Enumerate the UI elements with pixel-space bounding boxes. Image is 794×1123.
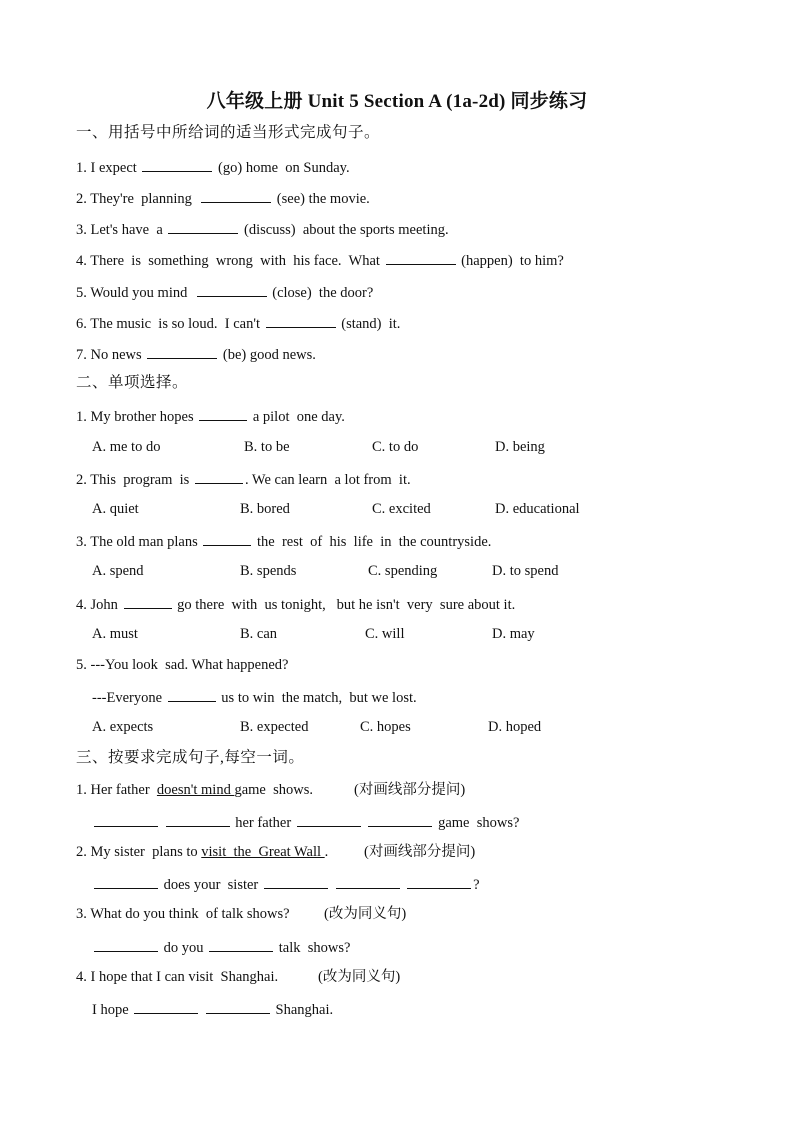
answer-blank[interactable] xyxy=(201,188,271,203)
fill-item-3: 3. Let's have a (discuss) about the sports meeting. xyxy=(76,219,449,239)
page-title: 八年级上册 Unit 5 Section A (1a-2d) 同步练习 xyxy=(206,91,588,112)
choice-question-1: 1. My brother hopes a pilot one day. xyxy=(76,406,345,426)
option-d[interactable]: D. being xyxy=(495,439,545,455)
instruction-note: (对画线部分提问) xyxy=(354,782,466,798)
option-a[interactable]: A. me to do xyxy=(92,439,161,455)
answer-blank[interactable] xyxy=(168,687,216,702)
rewrite-answer-3: do you talk shows? xyxy=(92,937,350,957)
option-d[interactable]: D. to spend xyxy=(492,563,559,579)
underlined-phrase: doesn't mind xyxy=(156,782,235,798)
answer-blank[interactable] xyxy=(199,406,247,421)
option-b[interactable]: B. expected xyxy=(240,719,309,735)
fill-item-5: 5. Would you mind (close) the door? xyxy=(76,282,373,302)
answer-blank[interactable] xyxy=(94,874,158,889)
answer-blank[interactable] xyxy=(297,812,361,827)
option-c[interactable]: C. to do xyxy=(372,439,419,455)
section-heading-1: 一、用括号中所给词的适当形式完成句子。 xyxy=(76,124,381,141)
section-heading-2: 二、单项选择。 xyxy=(76,374,189,391)
option-d[interactable]: D. educational xyxy=(495,501,580,517)
rewrite-question-4: 4. I hope that I can visit Shanghai. xyxy=(76,969,279,985)
option-b[interactable]: B. can xyxy=(240,626,278,642)
answer-blank[interactable] xyxy=(203,531,251,546)
rewrite-question-2: 2. My sister plans to visit the Great Wall . xyxy=(76,844,329,860)
answer-blank[interactable] xyxy=(386,250,456,265)
option-a[interactable]: A. expects xyxy=(92,719,154,735)
answer-blank[interactable] xyxy=(368,812,432,827)
rewrite-answer-2: does your sister ? xyxy=(92,874,480,894)
option-a[interactable]: A. quiet xyxy=(92,501,139,517)
option-b[interactable]: B. bored xyxy=(240,501,290,517)
option-b[interactable]: B. to be xyxy=(244,439,290,455)
answer-blank[interactable] xyxy=(195,469,243,484)
answer-blank[interactable] xyxy=(94,937,158,952)
answer-blank[interactable] xyxy=(266,313,336,328)
answer-blank[interactable] xyxy=(264,874,328,889)
section-heading-3: 三、按要求完成句子,每空一词。 xyxy=(76,749,305,766)
instruction-note: (改为同义句) xyxy=(318,969,401,985)
answer-blank[interactable] xyxy=(407,874,471,889)
option-a[interactable]: A. spend xyxy=(92,563,144,579)
underlined-phrase: visit the Great Wall xyxy=(201,844,325,860)
answer-blank[interactable] xyxy=(336,874,400,889)
instruction-note: (改为同义句) xyxy=(324,906,407,922)
option-c[interactable]: C. spending xyxy=(368,563,438,579)
answer-blank[interactable] xyxy=(124,594,172,609)
option-d[interactable]: D. may xyxy=(492,626,535,642)
rewrite-question-3: 3. What do you think of talk shows? xyxy=(76,906,290,922)
option-c[interactable]: C. hopes xyxy=(360,719,411,735)
answer-blank[interactable] xyxy=(147,344,217,359)
choice-question-2: 2. This program is . We can learn a lot from it. xyxy=(76,469,411,489)
option-b[interactable]: B. spends xyxy=(240,563,297,579)
option-c[interactable]: C. will xyxy=(365,626,405,642)
rewrite-question-1: 1. Her father doesn't mind game shows. xyxy=(76,782,313,798)
choice-question-4: 4. John go there with us tonight, but he isn't very sure about it. xyxy=(76,594,515,614)
answer-blank[interactable] xyxy=(206,999,270,1014)
answer-blank[interactable] xyxy=(197,282,267,297)
answer-blank[interactable] xyxy=(166,812,230,827)
fill-item-1: 1. I expect (go) home on Sunday. xyxy=(76,157,350,177)
option-a[interactable]: A. must xyxy=(92,626,138,642)
answer-blank[interactable] xyxy=(134,999,198,1014)
answer-blank[interactable] xyxy=(94,812,158,827)
instruction-note: (对画线部分提问) xyxy=(364,844,476,860)
choice-question-5: 5. ---You look sad. What happened? xyxy=(76,657,289,673)
fill-item-6: 6. The music is so loud. I can't (stand) it. xyxy=(76,313,400,333)
answer-blank[interactable] xyxy=(142,157,212,172)
fill-item-7: 7. No news (be) good news. xyxy=(76,344,316,364)
fill-item-2: 2. They're planning (see) the movie. xyxy=(76,188,370,208)
rewrite-answer-1: her father game shows? xyxy=(92,812,519,832)
choice-question-3: 3. The old man plans the rest of his life in the countryside. xyxy=(76,531,491,551)
answer-blank[interactable] xyxy=(209,937,273,952)
answer-blank[interactable] xyxy=(168,219,238,234)
option-c[interactable]: C. excited xyxy=(372,501,431,517)
choice-question-5-line2: ---Everyone us to win the match, but we lost. xyxy=(92,687,417,707)
fill-item-4: 4. There is something wrong with his face. What (happen) to him? xyxy=(76,250,564,270)
rewrite-answer-4: I hope Shanghai. xyxy=(92,999,333,1019)
option-d[interactable]: D. hoped xyxy=(488,719,542,735)
